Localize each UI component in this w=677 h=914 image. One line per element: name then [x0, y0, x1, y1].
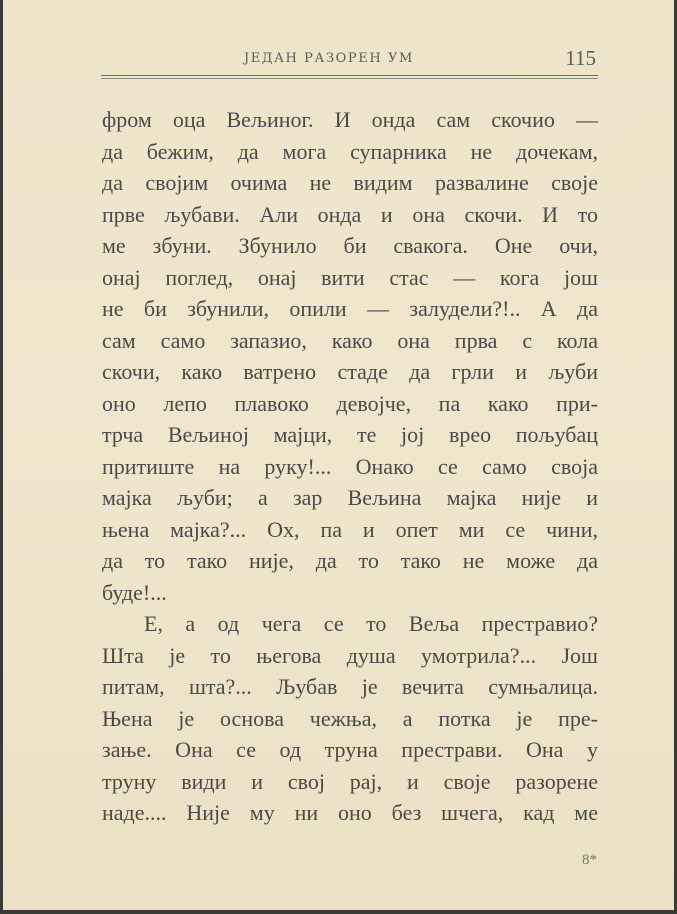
scan-edge-left — [0, 0, 3, 914]
header-rule — [101, 75, 598, 76]
text-line: трча Вељиној мајци, те јој врео пољубац — [102, 422, 598, 447]
text-line: фром оца Вељиног. И онда сам скочио — — [102, 107, 598, 132]
body-text — [102, 104, 598, 829]
signature-mark: 8* — [582, 852, 597, 868]
text-line: онај поглед, онај вити стас — кога још — [102, 264, 598, 290]
text-line-paragraph-end: буде!... — [102, 579, 167, 605]
text-line: питам, шта?... Љубав је вечита сумњалица. — [102, 674, 598, 699]
header-rule-secondary — [101, 78, 598, 79]
text-line: Шта је то његова душа умотрила?... Још — [102, 642, 598, 668]
text-line: оно лепо плавоко девојче, па како при- — [102, 390, 598, 416]
text-line: зање. Она се од труна престрави. Она у — [102, 737, 598, 762]
text-line: скочи, како ватрено стаде да грли и љуби — [102, 359, 598, 384]
text-line: мајка љуби; а зар Вељина мајка није и — [102, 485, 598, 510]
text-line: сам само запазио, како она прва с кола — [102, 327, 598, 353]
text-line: не би збунили, опили — залудели?!.. А да — [102, 296, 598, 321]
text-line: њена мајка?... Ох, па и опет ми се чини, — [102, 516, 598, 542]
text-line: да то тако није, да то тако не може да — [102, 548, 598, 573]
text-line: притиште на руку!... Онако се само своја — [102, 453, 598, 479]
scan-edge-bottom — [0, 910, 677, 914]
text-line-paragraph-start: Е, а од чега се то Веља престравио? — [144, 611, 598, 636]
text-line: да својим очима не видим развалине своје — [102, 170, 598, 195]
page-number: 115 — [565, 46, 596, 70]
running-title: ЈЕДАН РАЗОРЕН УМ — [244, 51, 414, 66]
text-line: труну види и свој рај, и своје разорене — [102, 768, 598, 794]
text-line: ме збуни. Збунило би свакога. Оне очи, — [102, 233, 598, 258]
text-line: Њена је основа чежња, а потка је пре- — [102, 705, 598, 731]
text-line: прве љубави. Али онда и она скочи. И то — [102, 201, 598, 227]
running-head — [103, 46, 596, 72]
text-line: наде.... Није му ни оно без шчега, кад ме — [102, 800, 598, 825]
text-line: да бежим, да мога супарника не дочекам, — [102, 138, 598, 164]
